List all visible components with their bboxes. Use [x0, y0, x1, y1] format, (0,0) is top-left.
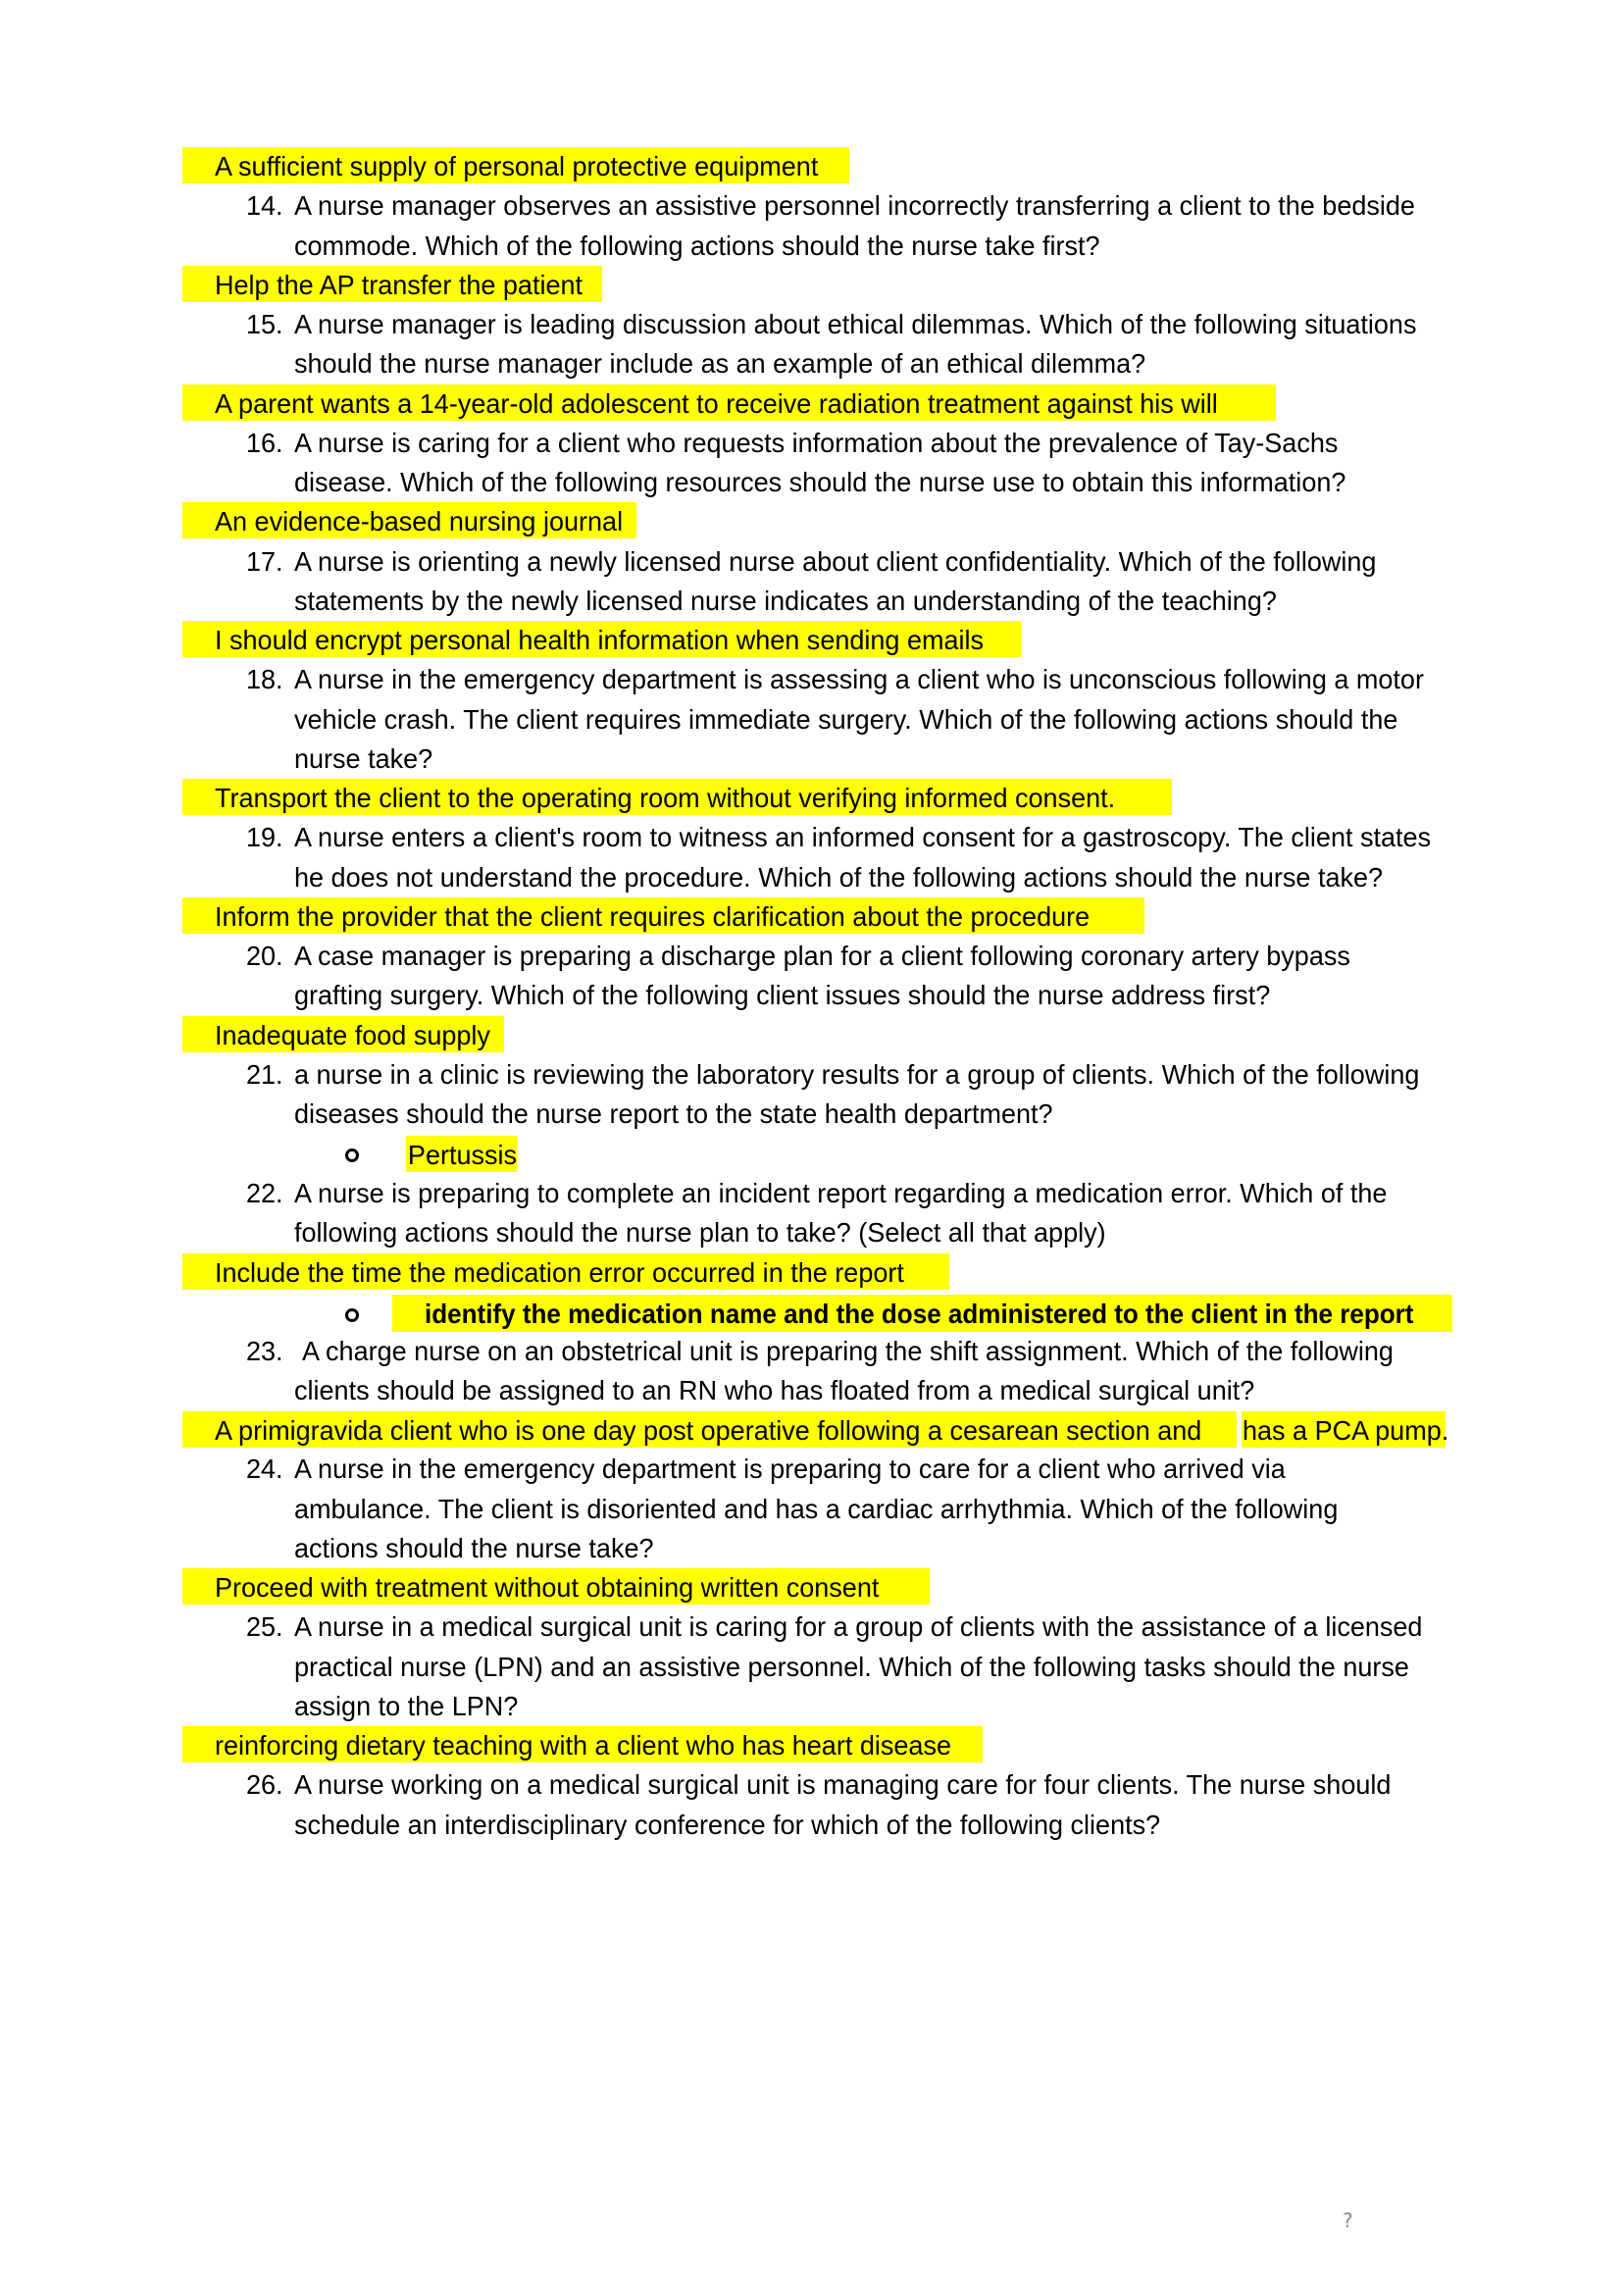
- question-text-line: nurse take?: [294, 743, 433, 774]
- page-footer-mark: ?: [1343, 2209, 1353, 2232]
- answer-text: A parent wants a 14-year-old adolescent to receive radiation treatment against his will: [215, 388, 1218, 419]
- answer-text: Include the time the medication error occurred in the report: [215, 1257, 904, 1288]
- question-text-line: following actions should the nurse plan to take? (Select all that apply): [294, 1217, 1106, 1248]
- question-number: 22.: [246, 1178, 283, 1208]
- answer-highlight: [182, 1568, 930, 1605]
- question-text-line: should the nurse manager include as an example of an ethical dilemma?: [294, 348, 1146, 379]
- answer-highlight: [406, 1136, 517, 1172]
- question-text-line: A nurse in the emergency department is assessing a client who is unconscious following a motor: [294, 664, 1424, 694]
- question-text-line: A nurse is caring for a client who requests information about the prevalence of Tay-Sachs: [294, 428, 1339, 458]
- question-text-line: A case manager is preparing a discharge plan for a client following coronary artery bypass: [294, 941, 1350, 971]
- answer-text: Pertussis: [407, 1140, 518, 1170]
- question-text-line: commode. Which of the following actions should the nurse take first?: [294, 230, 1100, 261]
- question-number: 25.: [246, 1611, 283, 1642]
- question-text-line: clients should be assigned to an RN who has floated from a medical surgical unit?: [294, 1375, 1255, 1405]
- question-text-line: A nurse in the emergency department is preparing to care for a client who arrived via: [294, 1454, 1286, 1484]
- question-text-line: A nurse is orienting a newly licensed nurse about client confidentiality. Which of the following: [294, 546, 1377, 577]
- question-text-line: A nurse is preparing to complete an incident report regarding a medication error. Which of the: [294, 1178, 1388, 1208]
- question-number: 21.: [246, 1059, 283, 1090]
- question-text-line: ambulance. The client is disoriented and has a cardiac arrhythmia. Which of the following: [294, 1494, 1339, 1524]
- answer-highlight: [182, 897, 1144, 934]
- question-number: 19.: [246, 822, 283, 852]
- question-number: 18.: [246, 664, 283, 694]
- answer-text: Inadequate food supply: [215, 1020, 490, 1050]
- answer-highlight: [182, 1726, 983, 1762]
- question-number: 16.: [246, 428, 283, 458]
- answer-text: I should encrypt personal health information when sending emails: [215, 625, 985, 655]
- question-text-line: grafting surgery. Which of the following client issues should the nurse address first?: [294, 980, 1271, 1010]
- question-number: 17.: [246, 546, 283, 577]
- answer-text: reinforcing dietary teaching with a client who has heart disease: [215, 1730, 951, 1760]
- question-text-line: A nurse manager observes an assistive personnel incorrectly transferring a client to the bedside: [294, 190, 1415, 221]
- question-number: 23.: [246, 1336, 283, 1366]
- question-text-line: disease. Which of the following resources should the nurse use to obtain this information?: [294, 467, 1346, 497]
- answer-text: identify the medication name and the dose administered to the client in the report: [425, 1299, 1414, 1329]
- answer-text: Transport the client to the operating room without verifying informed consent.: [215, 783, 1116, 813]
- answer-highlight: [182, 266, 602, 302]
- question-text-line: assign to the LPN?: [294, 1691, 519, 1721]
- answer-text: An evidence-based nursing journal: [215, 506, 624, 536]
- question-text-line: a nurse in a clinic is reviewing the laboratory results for a group of clients. Which of the following: [294, 1059, 1420, 1090]
- question-number: 20.: [246, 941, 283, 971]
- question-text-line: schedule an interdisciplinary conference for which of the following clients?: [294, 1810, 1161, 1840]
- question-text-line: A nurse manager is leading discussion about ethical dilemmas. Which of the following situations: [294, 309, 1417, 339]
- answer-highlight: [182, 147, 849, 183]
- question-text-line: he does not understand the procedure. Which of the following actions should the nurse take?: [294, 862, 1384, 892]
- question-text-line: practical nurse (LPN) and an assistive personnel. Which of the following tasks should the nurse: [294, 1652, 1409, 1682]
- question-text-line: vehicle crash. The client requires immediate surgery. Which of the following actions should the: [294, 704, 1398, 735]
- answer-highlight: [182, 779, 1172, 815]
- answer-highlight: [182, 1253, 949, 1290]
- question-number: 15.: [246, 309, 283, 339]
- question-number: 14.: [246, 190, 283, 221]
- question-text-line: A nurse enters a client's room to witness an informed consent for a gastroscopy. The client states: [294, 822, 1432, 852]
- answer-text: A primigravida client who is one day post operative following a cesarean section and: [215, 1415, 1202, 1446]
- answer-text: Help the AP transfer the patient: [215, 270, 584, 300]
- answer-text: has a PCA pump.: [1242, 1415, 1449, 1446]
- answer-highlight: [182, 1016, 504, 1052]
- answer-highlight-continuation: [1242, 1411, 1449, 1448]
- question-number: 24.: [246, 1454, 283, 1484]
- answer-highlight: [182, 502, 636, 538]
- question-text-line: A nurse in a medical surgical unit is caring for a group of clients with the assistance of a licensed: [294, 1611, 1423, 1642]
- answer-text: Inform the provider that the client requires clarification about the procedure: [215, 901, 1091, 932]
- bullet-circle-icon: [345, 1148, 359, 1162]
- answer-highlight: [182, 621, 1021, 657]
- question-text-line: A charge nurse on an obstetrical unit is preparing the shift assignment. Which of the following: [302, 1336, 1394, 1366]
- question-text-line: A nurse working on a medical surgical unit is managing care for four clients. The nurse should: [294, 1769, 1392, 1800]
- answer-text: Proceed with treatment without obtaining written consent: [215, 1572, 880, 1603]
- answer-highlight: [392, 1295, 1452, 1332]
- answer-text: A sufficient supply of personal protective equipment: [215, 151, 819, 181]
- question-number: 26.: [246, 1769, 283, 1800]
- answer-highlight: [182, 384, 1276, 421]
- question-text-line: actions should the nurse take?: [294, 1533, 654, 1563]
- answer-highlight: [182, 1411, 1237, 1448]
- bullet-circle-icon: [345, 1308, 359, 1322]
- question-text-line: statements by the newly licensed nurse indicates an understanding of the teaching?: [294, 586, 1277, 616]
- question-text-line: diseases should the nurse report to the state health department?: [294, 1098, 1053, 1129]
